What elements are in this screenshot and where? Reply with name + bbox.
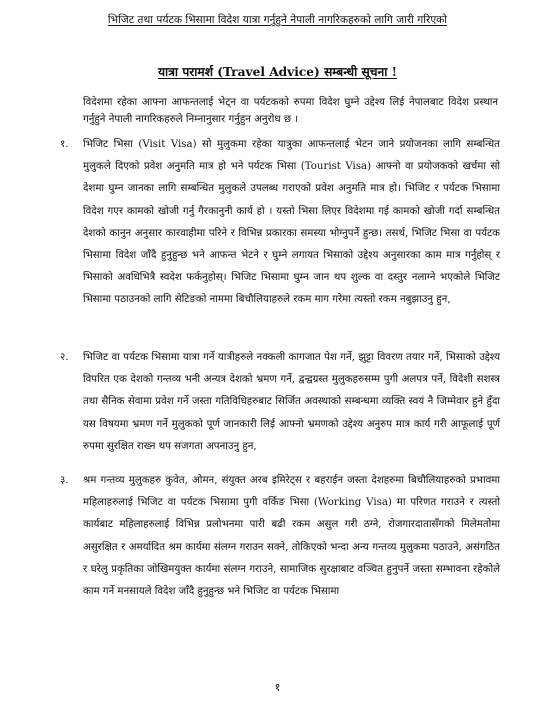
list-item <box>60 134 500 312</box>
list-item <box>60 470 500 603</box>
list-item-text: श्रम गन्तव्य मुलुकहरु कुवेत, ओमन, संयुक्त अरब इमिरेट्स र बहराईन जस्ता देशहरुमा बिचौलियाहरुको प्रभावमा महिलाहरुलाई भिजिट वा पर्यटक भिसामा पुगी वर्किङ भिसा (Working Visa) मा परिणत गराउने र त्यस्तो कार्यबाट महिलाहरुलाई विभिन्न प्रलोभनमा पारी बढी रकम असुल गरी ठग्ने, रोजगारदातासँगको मिलेमतोमा असुरक्षित र अमर्यादित श्रम कार्यमा संलग्न गराउन सक्ने, तोकिएको भन्दा अन्य गन्तव्य मुलुकमा पठाउने, असंगठित र घरेलु प्रकृतिका जोखिमयुक्त कार्यमा संलग्न गराउने, सामाजिक सुरक्षाबाट वञ्चित हुनुपर्ने जस्ता सम्भावना रहेकोले काम गर्ने मनसायले विदेश जाँदै हुनुहुन्छ भने भिजिट वा पर्यटक भिसामा <box>83 475 500 598</box>
document-title: भिजिट तथा पर्यटक भिसामा विदेश यात्रा गर्नुहुने नेपाली नागरिकहरुको लागि जारी गरिएको <box>107 14 448 26</box>
page-number: १ <box>274 681 281 694</box>
list-item-number: २. <box>60 352 69 363</box>
list-item-number: १. <box>60 139 69 150</box>
list-item-text: भिजिट भिसा (Visit Visa) सो मुलुकमा रहेका यात्रुका आफन्तलाई भेटन जाने प्रयोजनका लागि सम्बन्धित मुलुकले दिएको प्रवेश अनुमति मात्र हो भने पर्यटक भिसा (Tourist Visa) आफ्नो वा प्रयोजकको खर्चमा सो देशमा घुम्न जानका लागि सम्बन्धित मुलुकले उपलब्ध गराएको प्रवेश अनुमति मात्र हो। भिजिट र पर्यटक भिसामा विदेश गएर कामको खोजी गर्नु गैरकानुनी कार्य हो । यस्तो भिसा लिएर विदेशमा गई कामको खोजी गर्दा सम्बन्धित देशको कानुन अनुसार कारवाहीमा परिने र विभिन्न प्रकारका समस्या भोग्नुपर्ने हुन्छ। तसर्थ, भिजिट भिसा वा पर्यटक भिसामा विदेश जाँदै हुनुहुन्छ भने आफन्त भेटने र घुम्ने लगायत भिसाको उद्देश्य अनुसारका काम मात्र गर्नुहोस् र भिसाको अवधिभित्रै स्वदेश फर्कनुहोस्। भिजिट भिसामा घुम्न जान थप शुल्क वा दस्तुर नलाग्ने भएकोले भिजिट भिसामा पठाउनको लागि सेटिङको नाममा बिचौलियाहरुले रकम माग गरेमा त्यस्तो रकम नबुझाउनु हुन, <box>83 139 500 306</box>
list-item <box>60 347 500 458</box>
list-item-number: ३. <box>60 475 69 486</box>
intro-paragraph: विदेशमा रहेका आफ्ना आफन्तलाई भेट्न वा पर्यटकको रुपमा विदेश घुम्ने उद्देश्य लिई नेपालबाट विदेश प्रस्थान गर्नुहुने नेपाली नागरिकहरुले निम्नानुसार गर्नुहुन अनुरोध छ । <box>83 97 498 125</box>
notice-subject: यात्रा परामर्श (Travel Advice) सम्बन्धी सूचना ! <box>157 65 397 79</box>
list-item-text: भिजिट वा पर्यटक भिसामा यात्रा गर्ने यात्रीहरुले नक्कली कागजात पेश गर्ने, झुट्टा विवरण तयार गर्ने, भिसाको उद्देश्य विपरित एक देशको गन्तव्य भनी अन्यत्र देशको भ्रमण गर्ने, द्वन्द्वग्रस्त मुलुकहरुसम्म पुगी अलपत्र पर्ने, विदेशी सशस्त्र तथा सैनिक सेवामा प्रवेश गर्ने जस्ता गतिविधिहरुबाट सिर्जित अवस्थाको सम्बन्धमा व्यक्ति स्वयं नै जिम्मेवार हुने हुँदा यस विषयमा भ्रमण गर्ने मुलुकको पूर्ण जानकारी लिई आफ्नो भ्रमणको उद्देश्य अनुरुप मात्र कार्य गरी आफूलाई पूर्ण रुपमा सुरक्षित राख्न थप सजगता अपनाउनु हुन, <box>83 352 500 452</box>
